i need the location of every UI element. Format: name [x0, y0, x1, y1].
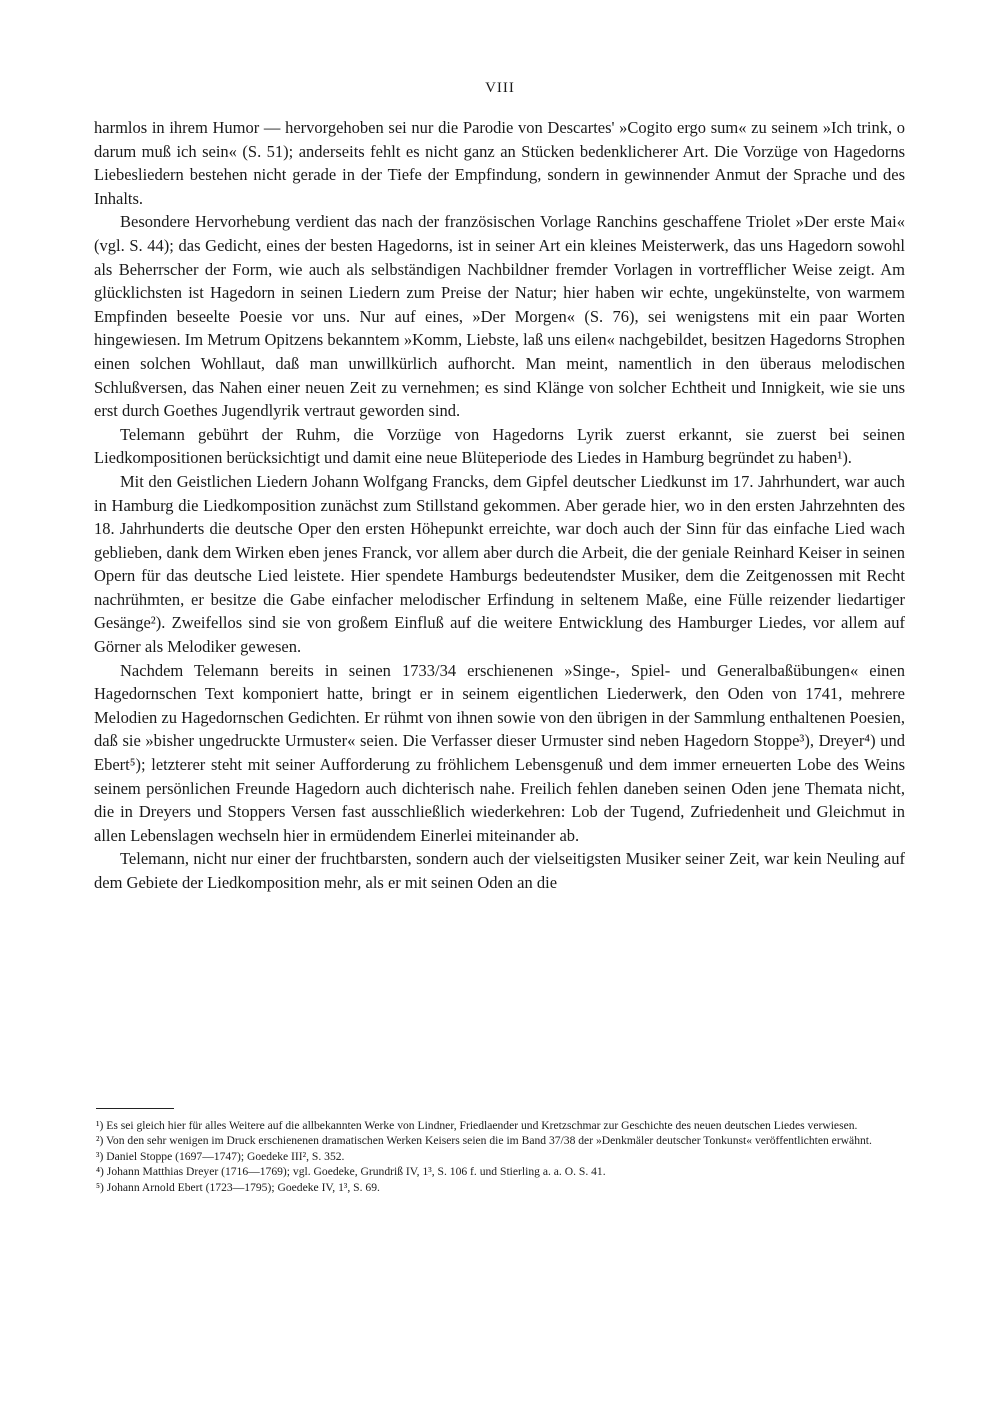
footnote-separator: [96, 1108, 174, 1109]
paragraph: Nachdem Telemann bereits in seinen 1733/34 erschienenen »Singe-, Spiel- und Generalbaßübungen« einen Hagedornschen Text komponiert hatte, bringt er in seinem eigentlichen Liederwerk, den Oden von 1741, mehrere Melodien zu Hagedornschen Gedichten. Er rühmt von ihnen sowie von den übrigen in der Sammlung enthaltenen Poesien, daß sie »bisher ungedruckte Urmuster« seien. Die Verfasser dieser Urmuster sind neben Hagedorn Stoppe³), Dreyer⁴) und Ebert⁵); letzterer steht mit seiner Aufforderung zu fröhlichem Lebensgenuß und dem immer erneuerten Lobe des Weins seinem persönlichen Freunde Hagedorn auch dichterisch nahe. Freilich fehlen daneben seinen Oden jene Themata nicht, die in Dreyers und Stoppers Versen fast ausschließlich wiederkehren: Lob der Tugend, Zufriedenheit und Gleichmut in allen Lebenslagen wechseln hier in ermüdendem Einerlei miteinander ab.: [94, 660, 905, 845]
footnote: ⁵) Johann Arnold Ebert (1723—1795); Goedeke IV, 1³, S. 69.: [96, 1180, 380, 1194]
paragraph: Besondere Hervorhebung verdient das nach der französischen Vorlage Ranchins geschaffene Triolet »Der erste Mai« (vgl. S. 44); das Gedicht, eines der besten Hagedorns, ist in seiner Art ein kleines Meisterwerk, das uns Hagedorn sowohl als Beherrscher der Form, wie auch als selbständigen Nachbildner fremder Vorlagen in vortrefflicher Weise zeigt. Am glücklichsten ist Hagedorn in seinen Liedern zum Preise der Natur; hier haben wir echte, ungekünstelte, von warmem Empfinden beseelte Poesie vor uns. Nur auf eines, »Der Morgen« (S. 76), sei wenigstens mit ein paar Worten hingewiesen. Im Metrum Opitzens bekanntem »Komm, Liebste, laß uns eilen« nachgebildet, besitzen Hagedorns Strophen einen solchen Wohllaut, daß man unwillkürlich aufhorcht. Man meint, namentlich in den überaus melodischen Schlußversen, das Nahen einer neuen Zeit zu vernehmen; es sind Klänge von solcher Echtheit und Innigkeit, wie sie uns erst durch Goethes Jugendlyrik vertraut geworden sind.: [94, 212, 905, 421]
footnotes: [96, 1118, 901, 1195]
footnote: ⁴) Johann Matthias Dreyer (1716—1769); vgl. Goedeke, Grundriß IV, 1³, S. 106 f. und Stierling a. a. O. S. 41.: [96, 1165, 606, 1179]
footnote: ¹) Es sei gleich hier für alles Weitere auf die allbekannten Werke von Lindner, Friedlaender und Kretzschmar zur Geschichte des neuen deutschen Liedes verwiesen.: [96, 1119, 858, 1132]
paragraph: Mit den Geistlichen Liedern Johann Wolfgang Francks, dem Gipfel deutscher Liedkunst im 17. Jahrhundert, war auch in Hamburg die Liedkomposition zunächst zum Stillstand gekommen. Aber gerade hier, wo in den ersten Jahrzehnten des 18. Jahrhunderts die deutsche Oper den ersten Höhepunkt erreichte, war doch auch der Sinn für das einfache Lied wach geblieben, dank dem Wirken eben jenes Franck, vor allem aber durch die Arbeit, die der geniale Reinhard Keiser in seinen Opern für das deutsche Lied leistete. Hier spendete Hamburgs bedeutendster Musiker, dem die Zeitgenossen mit Recht nachrühmten, er besitze die Gabe einfacher melodischer Erfindung in seltenem Maße, eine Fülle reizender liedartiger Gesänge²). Zweifellos sind sie von großem Einfluß auf die weitere Entwicklung des Hamburger Liedes, vor allem auf Görner als Melodiker gewesen.: [94, 471, 905, 657]
paragraph: Telemann, nicht nur einer der fruchtbarsten, sondern auch der vielseitigsten Musiker seiner Zeit, war kein Neuling auf dem Gebiete der Liedkomposition mehr, als er mit seinen Oden an die: [94, 849, 905, 892]
paragraph: Telemann gebührt der Ruhm, die Vorzüge von Hagedorns Lyrik zuerst erkannt, sie zuerst bei seinen Liedkompositionen berücksichtigt und damit eine neue Blüteperiode des Liedes in Hamburg begründet zu haben¹).: [94, 424, 905, 468]
footnote: ²) Von den sehr wenigen im Druck erschienenen dramatischen Werken Keisers seien die im Band 37/38 der »Denkmäler deutscher Tonkunst« veröffentlichten erwähnt.: [96, 1134, 872, 1148]
paragraph: harmlos in ihrem Humor — hervorgehoben sei nur die Parodie von Descartes' »Cogito ergo sum« zu seinem »Ich trink, o darum muß ich sein« (S. 51); anderseits fehlt es nicht ganz an Stücken bedenklicherer Art. Die Vorzüge von Hagedorns Liebesliedern bestehen nicht gerade in der Tiefe der Empfindung, sondern in gewinnender Anmut der Sprache und des Inhalts.: [94, 118, 905, 208]
body-text: [94, 116, 905, 895]
page-number: VIII: [485, 80, 515, 96]
footnote: ³) Daniel Stoppe (1697—1747); Goedeke III², S. 352.: [96, 1149, 345, 1163]
